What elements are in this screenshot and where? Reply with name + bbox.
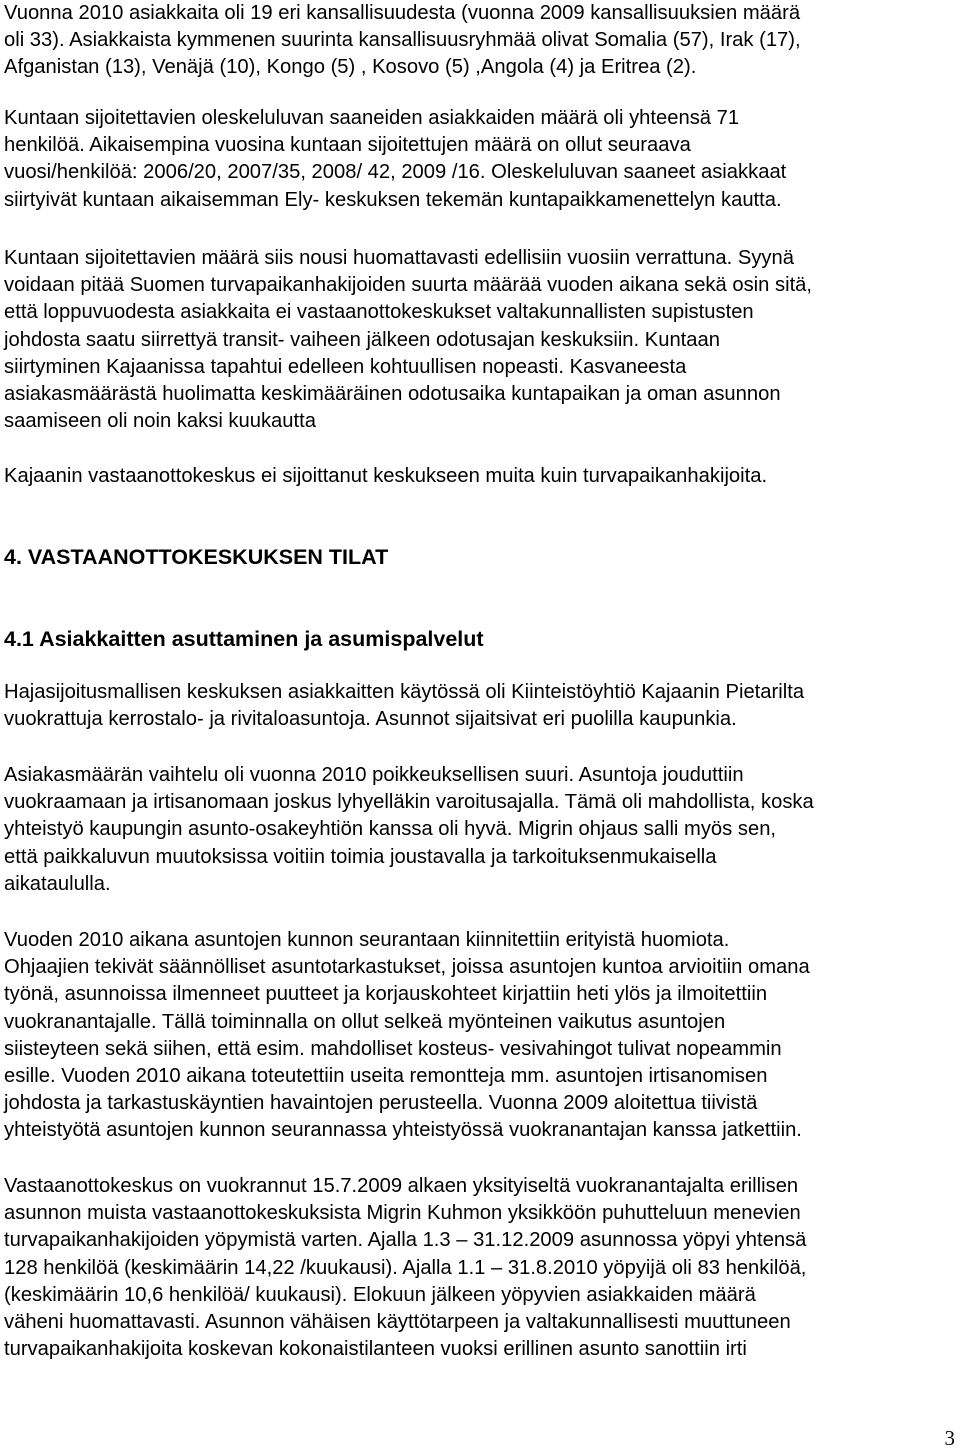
page-number: 3 (944, 1426, 955, 1450)
text-line: Vuoden 2010 aikana asuntojen kunnon seurantaan kiinnitettiin erityistä huomiota. (4, 929, 730, 951)
paragraph-placement-increase (4, 245, 812, 435)
text-line: oli 33). Asiakkaista kymmenen suurinta kansallisuusryhmää olivat Somalia (57), Irak (17), (4, 29, 801, 52)
section-heading-4-1: 4.1 Asiakkaitten asuttaminen ja asumispalvelut (4, 627, 484, 651)
paragraph-housing-condition (4, 927, 810, 1145)
text-line: että loppuvuodesta asiakkaita ei vastaanottokeskukset valtakunnallisten supistusten (4, 301, 754, 324)
text-line: saamiseen oli noin kaksi kuukautta (4, 410, 316, 433)
text-line: yhteistyö kaupungin asunto-osakeyhtiön kanssa oli hyvä. Migrin ohjaus salli myös sen, (4, 818, 777, 841)
text-line: asunnon muista vastaanottokeskuksista Migrin Kuhmon yksikköön puhutteluun menevien (4, 1202, 801, 1225)
paragraph-separate-apartment (4, 1173, 806, 1363)
text-line: Asiakasmäärän vaihtelu oli vuonna 2010 poikkeuksellisen suuri. Asuntoja jouduttiin (4, 764, 744, 786)
paragraph-housing (4, 679, 804, 733)
text-line: Vastaanottokeskus on vuokrannut 15.7.2009 alkaen yksityiseltä vuokranantajalta erillisen (4, 1175, 799, 1197)
text-line: Kuntaan sijoitettavien oleskeluluvan saaneiden asiakkaiden määrä oli yhteensä 71 (4, 107, 740, 129)
paragraph-client-variation (4, 762, 814, 898)
text-line: turvapaikanhakijoita koskevan kokonaistilanteen vuoksi erillinen asunto sanottiin irti (4, 1338, 747, 1361)
text-line: Ohjaajien tekivät säännölliset asuntotarkastukset, joissa asuntojen kuntoa arvioitiin omana (4, 956, 810, 979)
text-line: siirtyminen Kajaanissa tapahtui edelleen kohtuullisen nopeasti. Kasvaneesta (4, 355, 687, 378)
text-line: (keskimäärin 10,6 henkilöä/ kuukausi). Elokuun jälkeen yöpyvien asiakkaiden määrä (4, 1283, 756, 1306)
text-line: johdosta saatu siirrettyä transit- vaiheen jälkeen odotusajan keskuksiin. Kuntaan (4, 328, 720, 351)
text-line: siisteyteen sekä siihen, että esim. mahdolliset kosteus- vesivahingot tulivat nopeammin (4, 1037, 782, 1060)
text-line: vuokranantajalle. Tällä toiminnalla on ollut selkeä myönteinen vaikutus asuntojen (4, 1010, 726, 1033)
text-line: vuokrattuja kerrostalo- ja rivitaloasuntoja. Asunnot sijaitsivat eri puolilla kaupunkia. (4, 708, 737, 731)
text-line: että paikkaluvun muutoksissa voitiin toimia joustavalla ja tarkoituksenmukaisella (4, 845, 717, 868)
text-line: siirtyivät kuntaan aikaisemman Ely- keskuksen tekemän kuntapaikkamenettelyn kautta. (4, 188, 782, 211)
text-line: väheni huomattavasti. Asunnon vähäisen käyttötarpeen ja valtakunnallisesti muuttuneen (4, 1311, 791, 1334)
text-line: vuokraamaan ja irtisanomaan joskus lyhyelläkin varoitusajalla. Tämä oli mahdollista, koska (4, 791, 814, 814)
text-line: voidaan pitää Suomen turvapaikanhakijoiden suurta määrää vuoden aikana sekä osin sitä, (4, 274, 813, 297)
text-line: turvapaikanhakijoiden yöpymistä varten. Ajalla 1.3 – 31.12.2009 asunnossa yöpyi yhtensä (4, 1229, 807, 1252)
text-line: henkilöä. Aikaisempina vuosina kuntaan sijoitettujen määrä on ollut seuraava (4, 134, 691, 157)
text-line: Vuonna 2010 asiakkaita oli 19 eri kansallisuudesta (vuonna 2009 kansallisuuksien määrä (4, 2, 801, 24)
text-line: Hajasijoitusmallisen keskuksen asiakkaitten käytössä oli Kiinteistöyhtiö Kajaanin Pietarilta (4, 681, 805, 703)
text-line: asiakasmäärästä huolimatta keskimääräinen odotusaika kuntapaikan ja oman asunnon (4, 383, 781, 406)
text-line: esille. Vuoden 2010 aikana toteutettiin useita remontteja mm. asuntojen irtisanomisen (4, 1065, 768, 1088)
text-line: Kuntaan sijoitettavien määrä siis nousi huomattavasti edellisiin vuosiin verrattuna. Syynä (4, 247, 794, 269)
text-line: Afganistan (13), Venäjä (10), Kongo (5) , Kosovo (5) ,Angola (4) ja Eritrea (2). (4, 56, 697, 79)
text-line: 128 henkilöä (keskimäärin 14,22 /kuukausi). Ajalla 1.1 – 31.8.2010 yöpyijä oli 83 henkilöä, (4, 1256, 807, 1279)
text-line: aikataululla. (4, 872, 111, 895)
section-heading-4: 4. VASTAANOTTOKESKUKSEN TILAT (4, 545, 389, 569)
text-line: yhteistyötä asuntojen kunnon seurannassa yhteistyössä vuokranantajan kanssa jatkettiin. (4, 1119, 802, 1142)
text-line: Kajaanin vastaanottokeskus ei sijoittanut keskukseen muita kuin turvapaikanhakijoita. (4, 465, 768, 487)
text-line: työnä, asunnoissa ilmenneet puutteet ja korjauskohteet kirjattiin heti ylös ja ilmoitettiin (4, 983, 768, 1006)
paragraph-municipal-placements (4, 105, 786, 214)
paragraph-nationalities (4, 0, 801, 82)
text-line: vuosi/henkilöä: 2006/20, 2007/35, 2008/ 42, 2009 /16. Oleskeluluvan saaneet asiakkaat (4, 161, 787, 184)
text-line: johdosta ja tarkastuskäyntien havaintojen perusteella. Vuonna 2009 aloitettua tiivistä (4, 1092, 758, 1115)
paragraph-kajaani-centre (4, 463, 767, 490)
